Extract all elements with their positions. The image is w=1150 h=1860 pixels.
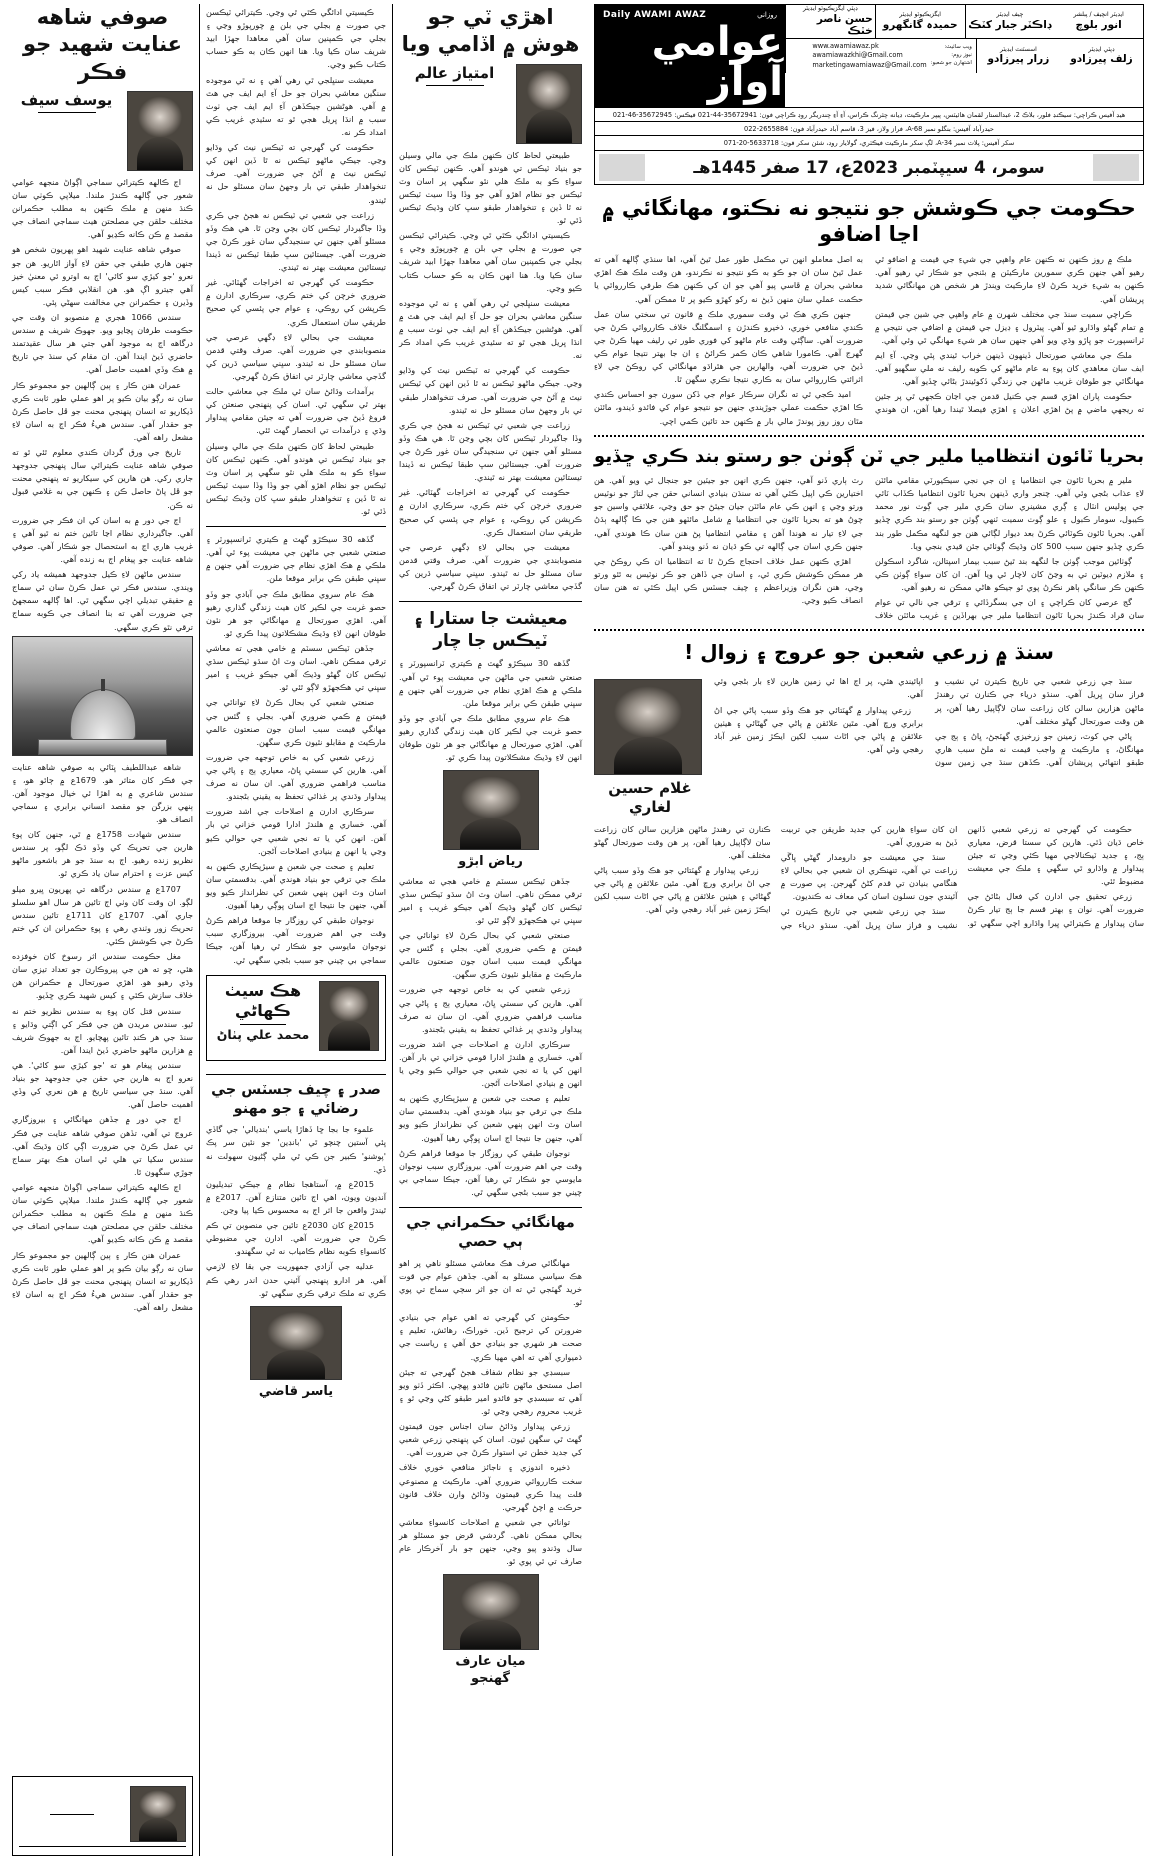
dome-base-shape bbox=[38, 739, 167, 755]
feature-a-body-top bbox=[12, 176, 193, 636]
paragraph: سرڪاري ادارن ۾ اصلاحات جي اشد ضرورت آهي. خساري ۾ هلندڙ ادارا قومي خزاني تي بار آهن. انهن کي يا ته نجي شعبي جي حوالي ڪيو وڃي يا انهن ۾ بنيادي اصلاحات آڻجن. bbox=[206, 806, 386, 856]
article-3-top bbox=[594, 675, 1144, 817]
paragraph: معيشت جي بحالي لاءِ ڊگهي عرصي جي منصوبابندي جي ضرورت آهي. صرف وقتي قدمن سان مسئلو حل نه ٿيندو. سڀني سياسي ڌرين کي گڏجي معاشي چارٽر تي اتفاق ڪرڻ گهرجي. bbox=[399, 541, 582, 592]
paragraph: ملير ۾ بحريا ٽائون جي انتظاميا ۽ ان جي نجي سيڪيورٽي مقامي مائٽن لاءِ عذاب بڻجي وئي آهي. چنجر واري ڏينهن بحريا ٽائون انتظاميا ڪڏاب ٽائي جي پوليس انٽال ۽ ڳري مشينري سان ڪري ملير جي ڳوٺ نور محمد ڪيبول، سومار ڪبول ۽ علو ڳوٺ سميت ٽنهي ڳوٺن جو رستو بند ڪري ڇڏيو آهي. بحريا ٽائون ڪوٽائي ڪرڻ بعد ديوار لڳائي هنن جو لنگهه مڪمل طور بند ڪري ڇڏيو جنهن سبب 500 کان وڌيڪ ڳوٺائي جئن قيدي بنجي ويا. bbox=[875, 475, 1144, 551]
boxed-header bbox=[213, 981, 379, 1051]
staff-cell bbox=[965, 5, 1055, 38]
paragraph: تعليم ۽ صحت جي شعبن ۾ سيڙپڪاري ڪنهن به ملڪ جي ترقي جو بنياد هوندي آهي. بدقسمتي سان اسان وٽ انهن ٻنهي شعبن کي نظرانداز ڪيو ويو آهي، جنهن جا نتيجا اڄ اسان ڀوڳي رهيا آهيون. bbox=[399, 1093, 582, 1143]
dateline-text: سومر، 4 سيپٽمبر 2023ع، 17 صفر 1445هـ bbox=[693, 157, 1045, 177]
staff-cell bbox=[785, 5, 875, 38]
paragraph: زرعي شعبي کي به خاص توجهه جي ضرورت آهي. هارين کي سستي ڀاڻ، معياري ٻج ۽ پاڻي جي مناسب فراهمي ضروري آهي. ان سان نه صرف پيداوار وڌندي پر غذائي تحفظ به يقيني بڻجندو. bbox=[206, 751, 386, 802]
news-article-1 bbox=[594, 192, 1144, 428]
paragraph: جڏهن ٽيڪس سسٽم ۾ خامي هجي ته معاشي ترقي ممڪن ناهي. اسان وٽ اڻ سڌو ٽيڪس سڌي ٽيڪس کان گهڻو وڌيڪ آهي جيڪو غريب ۽ امير سڀني تي هڪجهڙو لاڳو ٿئي ٿو. bbox=[206, 643, 386, 693]
paragraph: زرعي پيداوار ۾ گهٽتائي جو هڪ وڏو سبب پاڻي جي اڻ برابري ورڇ آهي. مٿين علائقن ۾ پاڻي جي گهڻائي ۽ هيٺين علائقن ۾ پاڻي جي اڻاٺ سبب لکين ايڪڙ زمين غير آباد رهجي وئي آهي. bbox=[714, 704, 923, 754]
contact-label-website: ويب سائيٽ: bbox=[944, 44, 972, 51]
contact-email-ads[interactable]: marketingawamiawaz@Gmail.com bbox=[812, 60, 927, 69]
contact-values bbox=[812, 42, 926, 71]
author-photo bbox=[443, 1574, 539, 1650]
paragraph: عدليه جي آزادي جمهوريت جي بقا لاءِ لازمي آهي. هر ادارو پنهنجي آئيني حدن اندر رهي ڪم ڪري ته ملڪ ترقي ڪري سگهي ٿو. bbox=[206, 1261, 386, 1298]
staff-name: حميدہ گانگهرو bbox=[882, 18, 958, 31]
paragraph: صنعتي شعبي کي بحال ڪرڻ لاءِ توانائي جي قيمتن ۾ ڪمي ضروري آهي. بجلي ۽ گئس جي مهانگي قيمت سبب اسان جون صنعتون عالمي مارڪيٽ ۾ مقابلو نٿيون ڪري سگهن. bbox=[399, 929, 582, 980]
author-name: غلام حسين لغاري bbox=[608, 779, 692, 817]
paragraph: 2015ع ۾، آستاهجا نظام ۾ جيڪي تبديليون آنديون ويون، اهي اڄ تائين متنازع آهن. 2017ع ۾ ٿيندڙ واقعن جا اثر اڄ به محسوس ڪيا پيا وڃن. bbox=[206, 1178, 386, 1215]
paragraph: سرڪاري ادارن ۾ اصلاحات جي اشد ضرورت آهي. خساري ۾ هلندڙ ادارا قومي خزاني تي بار آهن. انهن کي يا ته نجي شعبي جي حوالي ڪيو وڃي يا انهن ۾ بنيادي اصلاحات آڻجن. bbox=[399, 1038, 582, 1089]
feature-c-body-bottom bbox=[399, 875, 582, 1202]
feature-column-a bbox=[392, 4, 588, 1856]
boxed-headline[interactable]: هڪ سيٺ ڪهاڻي bbox=[224, 980, 302, 1021]
paragraph: سندس شهادت 1758ع ۾ ٿي، جنهن کان پوءِ هارين جي تحريڪ کي وڏو ڌڪ لڳو، پر سندس نظريو زنده رهيو. اڄ به سنڌ جو هر باشعور ماڻهو کيس عزت ۽ احترام سان ياد ڪري ٿو. bbox=[12, 829, 193, 879]
paragraph: برآمدات وڌائڻ سان ئي ملڪ جي معاشي حالت بهتر ٿي سگهي ٿي. اسان کي پنهنجي صنعتن کي فروغ ڏيڻ جي ضرورت آهي ته جيئن مقامي پيداوار وڌي ۽ درآمدات تي انحصار گهٽ ٿئي. bbox=[206, 386, 386, 436]
feature-sadar-body bbox=[206, 1066, 386, 1068]
author-block-3 bbox=[594, 679, 706, 817]
paragraph: زرعي پيداوار وڌائڻ سان اجناس جون قيمتون گهٽ ٿي سگهن ٿيون. اسان کي پنهنجي زرعي شعبي کي جديد خطن تي استوار ڪرڻ جي ضرورت آهي. bbox=[399, 1421, 582, 1458]
author-name: امتياز عالم bbox=[414, 63, 495, 82]
paragraph: زراعت جي شعبي تي ٽيڪس نه هجڻ جي ڪري وڏا جاگيردار ٽيڪس کان بچي وڃن ٿا. هي هڪ وڏو مسئلو آهي جنهن تي سنجيدگي سان غور ڪرڻ جي ضرورت آهي. جيستائين سڀ طبقا ٽيڪس نه ڏيندا تيستائين معيشت بهتر نه ٿيندي. bbox=[206, 209, 386, 273]
feature-headline-d[interactable]: مهانگائي حڪمراني جي ٻي حصي bbox=[406, 1215, 575, 1250]
staff-role: ايگزيڪيوٽو ايڊيٽر bbox=[899, 11, 941, 19]
paragraph: تاريخ جي ورق گردان ڪندي معلوم ٿئي ٿو ته صوفي شاهه عنايت ڪيترائي سال پنهنجي جدوجهد جاري رکي. هن هارين کي سيکاريو ته پنهنجي محنت جو ڦل پاڻ حاصل ڪن ۽ ڪنهن جي به غلامي قبول نه ڪن. bbox=[12, 447, 193, 510]
feature-headline-e[interactable]: صدر ۽ چيف جسٽس جي رضائي ۽ جو مهنو bbox=[211, 1081, 381, 1117]
boxed-quote bbox=[19, 1846, 186, 1850]
news-body-1 bbox=[594, 253, 1144, 427]
paragraph: اڄ جي دور ۾ جڏهن مهانگائي ۽ بيروزگاري عروج تي آهي، تڏهن صوفي شاهه عنايت جي فڪر تي عمل ڪرڻ جي ضرورت اڳي کان وڌيڪ آهي. سندس سکيا تي هلي ئي اسان هڪ بهتر سماج جوڙي سگهون ٿا. bbox=[12, 1114, 193, 1177]
staff-grid bbox=[785, 5, 1143, 107]
feature-b-author-row bbox=[399, 64, 582, 144]
staff-name: زرار پيرزادو bbox=[987, 53, 1050, 66]
news-article-2 bbox=[594, 443, 1144, 623]
contact-email-newsroom[interactable]: awamiawazkhi@Gmail.com bbox=[812, 51, 903, 60]
author-name: محمد علي پٺاڻ bbox=[216, 1027, 310, 1043]
dome-shape bbox=[70, 689, 136, 741]
news-body-2 bbox=[594, 474, 1144, 622]
paragraph: حڪومت کي گهرجي ته ٽيڪس نيٽ کي وڌايو وڃي. جيڪي ماڻهو ٽيڪس نه ٿا ڏين انهن کي ٽيڪس نيٽ ۾ آڻڻ جي ضرورت آهي. صرف تنخواهدار طبقي تي بار وجهڻ سان مسئلو حل نه ٿيندو. bbox=[206, 142, 386, 205]
news-article-3 bbox=[594, 637, 1144, 1856]
staff-row-bottom bbox=[785, 39, 1143, 73]
paragraph: اڄ جي دور ۾ به اسان کي ان فڪر جي ضرورت آهي. جاگيرداري نظام اڃا تائين ختم نه ٿيو آهي ۽ غريب هاري اڄ به استحصال جو شڪار آهي. صوفي شاهه عنايت جو پيغام اڄ به زنده آهي. bbox=[12, 514, 193, 564]
paragraph: ملڪ ۾ روز ڪنهن نه ڪنهن عام واهپي جي شيءِ جي قيمت ۾ اضافو ٿي رهيو آهي جنهن ڪري سمورين مارڪيٽن ۾ بئنجي جو شڪار ٿي رهيو آهي. ڪنهن به شيءِ خريد ڪرڻ لاءِ مارڪيٽ ويندڙ هر شخص هن مهانگائي شديد پريشان آهي. bbox=[875, 254, 1144, 304]
paragraph: سندس 1066 هجري ۾ منصوبو ان وقت جي حڪومت طرفان ڀڃايو ويو. جهوڪ شريف ۾ سندس درگاهه اڄ به موجود آهي جتي هر سال عقيدتمند حاضري ڏيڻ ايندا آهن. ان مقام کي سنڌ جي تاريخ ۾ هڪ وڏي اهميت حاصل آهي. bbox=[12, 311, 193, 375]
paragraph: زرعي شعبي کي به خاص توجهه جي ضرورت آهي. هارين کي سستي ڀاڻ، معياري ٻج ۽ پاڻي جي مناسب فراهمي ضروري آهي. ان سان نه صرف پيداوار وڌندي پر غذائي تحفظ به يقيني بڻجندو. bbox=[399, 984, 582, 1034]
staff-role: ايڊيٽر انچيف / پبلشر bbox=[1073, 11, 1124, 19]
paragraph: سنڌ جي معيشت جو دارومدار گهڻي ڀاڱي زراعت تي آهي، تنهنڪري ان شعبي جي بحالي لاءِ هنگامي بنيادن تي قدم کڻڻ گهرجن. ٻي صورت ۾ آئيندي جون نسلون اسان کي معاف نه ڪنديون. bbox=[780, 852, 958, 902]
author-photo bbox=[594, 679, 702, 775]
paragraph: سندس ماڻهن لاءِ ڪيل جدوجهد هميشه ياد رکي ويندي. سندس فڪر تي عمل ڪرڻ سان ئي سماج ۾ حقيقي تبديلي اچي سگهي ٿي. اها ڳالهه سمجهڻ جي ضرورت آهي ته بنا انصاف جي ڪوبه سماج ترقي نٿو ڪري سگهي. bbox=[12, 569, 193, 632]
paragraph: ڳوٺائين موجب ڳوٺن جا لنگهه بند ٿيڻ سبب بيمار اسپتالن، شاگرد اسڪولن ۽ ملازم ڊيوٽين تي به وڃڻ کان لاچار ٿي ويا آهن. ان کان سواءِ ڳوٺن ڪي ڪنهن ڪر سانگي ٻاهر نڪرڻ پوي ٿو جيڪو هاڻي ممڪن نه رهيو آهي. bbox=[875, 555, 1144, 592]
feature-c-author-block bbox=[443, 770, 539, 870]
paragraph: حڪومت کي گهرجي ته اخراجات گهٽائي. غير ضروري خرچن کي ختم ڪري، سرڪاري ادارن ۾ ڪرپشن کي روڪي، ۽ عوام جي پئسي کي صحيح طريقي سان استعمال ڪري. bbox=[399, 487, 582, 537]
paragraph: هڪ عام سروي مطابق ملڪ جي آبادي جو وڏو حصو غربت جي لڪير کان هيٺ زندگي گذاري رهيو آهي. اهڙي صورتحال ۾ مهانگائي جو هر نئون طوفان انهن لاءِ وڌيڪ مشڪلاتون پيدا ڪري ٿو. bbox=[399, 712, 582, 763]
paragraph: سندس پيغام هو ته 'جو کيڙي سو کائي'. هي نعرو اڄ به هارين جي حقن جي جدوجهد جو بنياد آهي. سنڌ جي سياسي تاريخ ۾ هن نعري کي وڏي اهميت حاصل آهي. bbox=[12, 1060, 193, 1110]
staff-cell bbox=[1054, 5, 1143, 38]
feature-b-continued bbox=[206, 6, 386, 520]
column-spacer bbox=[12, 1316, 193, 1770]
author-photo bbox=[443, 770, 539, 850]
news-headline-2[interactable]: بحريا ٽائون انتظاميا ملير جي ٽن ڳوٺن جو رستو بند ڪري ڇڏيو bbox=[594, 445, 1144, 467]
feature-headline-c[interactable]: معيشت جا ستارا ۽ ٽيڪس جا چار bbox=[413, 609, 568, 652]
paragraph: ذخيره اندوزي ۽ ناجائز منافعي خوري خلاف سخت ڪارروائي ضروري آهي. مارڪيٽ ۾ مصنوعي قلت پيدا ڪري قيمتون وڌائڻ وارن خلاف قانون حرڪت ۾ اچڻ گهرجي. bbox=[399, 1462, 582, 1512]
author-photo bbox=[516, 64, 582, 144]
paragraph: اهڙي ڪنهن عمل خلاف احتجاج ڪرڻ ٿا ته انتظاميا ان ڪي روڪڻ جي هر ممڪن ڪوشش ڪري ٿي، ۽ اسان جي ڏاهن جو ڪر نوٽيس به ٿئو ورتو وڃي، هنن نگران وزيراعظم ۽ چيف جسٽس ڪي اپيل ڪئي ته هنن سان انصاف ڪيو وڃي. bbox=[594, 555, 863, 606]
paragraph: عمران هنن ڪار ۽ ٻين ڳالهين جو مجموعو ڪار سان نه رڳو بيان ڪيو پر اهو عملي طور ثابت ڪري ڏيکاريو ته انسان پنهنجي محنت جو ڦل حاصل ڪرڻ جو حقدار آهي. سندس هيءُ فڪر اڄ به اسان لاءِ مشعل راهه آهي. bbox=[12, 1249, 193, 1312]
contact-label-ads: اشتهارن جو شعبو: bbox=[930, 59, 972, 66]
news-body-3-bottom bbox=[594, 823, 1144, 1856]
staff-cell bbox=[976, 39, 1060, 73]
author-rule bbox=[50, 1814, 94, 1815]
logo-english-name: Daily AWAMI AWAZ bbox=[603, 10, 707, 20]
address-hyderabad: حيدرآباد آفيس: بنگلو نمبر A-68، فراز ولاز، فيز 3، قاسم آباد حيدرآباد فون: 2655884-022 bbox=[595, 122, 1143, 136]
paragraph: نوجوان طبقي کي روزگار جا موقعا فراهم ڪرڻ وقت جي اهم ضرورت آهي. بيروزگاري سبب نوجوان مايوسي جو شڪار ٿي رهيا آهن، جيڪا سماجي بي چيني جو سبب بڻجي سگهي ٿي. bbox=[399, 1147, 582, 1198]
feature-c-continued bbox=[206, 533, 386, 969]
author-name: ياسر قاضي bbox=[258, 1383, 334, 1399]
paragraph: طبيعتي لحاظ کان ڪنهن ملڪ جي مالي وسيلن جو بنياد ٽيڪس تي هوندو آهي. ڪنهن ٽيڪس کان سواءِ ڪو به ملڪ هلي نٿو سگهي پر اسان وٽ ٽيڪس جو نظام اهڙو آهي جو وڏا وڏا سيٺ ٽيڪس نه ٿا ڏين ۽ تنخواهدار طبقو سڀ کان وڌيڪ ٽيڪس ڏئي ٿو. bbox=[206, 440, 386, 517]
paragraph: صوفي شاهه عنايت شهيد اهو پهريون شخص هو جنهن هاري طبقي جي حقن لاءِ آواز اٿاريو. هن جو نعرو 'جو کيڙي سو کائي' اڄ به اوترو ئي معنيٰ خيز آهي جيترو اڳ هو. هن انقلابي فڪر سبب کيس وڏيرن ۽ حڪمرانن جي مخالفت سهڻي پئي. bbox=[12, 244, 193, 307]
paragraph: تعليم ۽ صحت جي شعبن ۾ سيڙپڪاري ڪنهن به ملڪ جي ترقي جو بنياد هوندي آهي. بدقسمتي سان اسان وٽ انهن ٻنهي شعبن کي نظرانداز ڪيو ويو آهي، جنهن جا نتيجا اڄ اسان ڀوڳي رهيا آهيون. bbox=[206, 860, 386, 911]
paragraph: شاهه عبداللطيف ڀٽائي به صوفي شاهه عنايت جي فڪر کان متاثر هو. 1679ع ۾ ڄائو هو، ۽ سندس شاعري ۾ به اهڙا ئي خيال موجود آهن. ٻنهي بزرگن جو مقصد انساني برابري ۽ سماجي انصاف هو. bbox=[12, 761, 193, 825]
shrine-photo bbox=[12, 636, 193, 756]
paragraph: حڪومت پاران اهڙي قسم جي ڪنيل قدمن جي اڃان ڪجهي ٿي پر جئين ته ريجهي ماضي ۾ پڻ اهڙي اعلان ۽ اهڙي فيصلا ٿيندا رهيا آهن، ان هوندي به اصل معاملو انهن تي مڪمل طور عمل ٿيڻ آهي، اها سنڌي ڳالهه آهي ته عمل ٿيڻ سان ان جو ڪو به ڪو نتيجو نه نڪرندو، هن وقت ملڪ هڪ اهڙي معاشي بحران ۾ ڦاسي پيو آهي جو ان کي ڪنهن هڪ طرفي ڪارروائي يا حڪمت عملي سان منهن ڏيڻ نه رکو کهڙو ڪيو پر ٿا ممڪن آهي. bbox=[594, 254, 1144, 415]
dateline-shade-left bbox=[599, 154, 645, 181]
author-rule bbox=[240, 1024, 286, 1025]
author-name: ميان عارف گهنجو bbox=[455, 1654, 526, 1686]
paragraph: معيشت سنڀلجي ٿي رهي آهي ۽ نه ٿي موجوده سنگين معاشي بحران جو حل آءِ ايم ايف جي هٿ ۾ آهي. هوڻشين جيڪڏهن آءِ ايم ايف جي ٺوٺ سبب ۾ انڌا ڀريل هجي ٿو ته سئيدي غريب ڪي امداد ڪر نه. bbox=[399, 297, 582, 361]
feature-d-author-block bbox=[443, 1574, 539, 1687]
author-name: رياض ابڙو bbox=[458, 854, 523, 870]
author-photo bbox=[130, 1786, 186, 1842]
paragraph: 1707ع ۾ سندس درگاهه تي پهريون ڀيرو ميلو لڳو. ان وقت کان وٺي اڄ تائين هر سال اهو سلسلو جاري آهي. 1707ع کان 1711ع تائين سندس تحريڪ زور وٺندي رهي ۽ پوءِ حڪمرانن ان کي ختم ڪرڻ جي ڪوشش ڪئي. bbox=[12, 883, 193, 947]
office-addresses bbox=[594, 108, 1144, 151]
paragraph: توانائي جي شعبي ۾ اصلاحات کانسواءِ معاشي بحالي ممڪن ناهي. گردشي قرض جو مسئلو هر سال وڌندو پيو وڃي، جنهن جو بار آخرڪار عام صارف تي ئي پوي ٿو. bbox=[399, 1516, 582, 1567]
paragraph: ڪيسيتي ادائگي ڪٿي ٿي وڃي. ڪيترائي ٽيڪسن جي صورت ۾ بجلي جي بلن ۾ چورپوڙو وڃي ۽ بجلي جي ڪمپنين سان آهي معاهدا جهڙا ابيد شريف سان ڪيا ويا. هنا انهن ڪان به ڪو حساب ڪتاب ڪيو وڃي. bbox=[206, 7, 386, 70]
paragraph: حڪومت کي گهرجي ته زرعي شعبي ڏانهن خاص ڌيان ڏئي. هارين کي سستا قرض، معياري ٻج، ۽ جديد ٽيڪنالاجي مهيا ڪئي وڃي ته جيئن پيداوار ۾ واڌارو ٿي سگهي ۽ ملڪ جي معيشت مضبوط ٿئي. bbox=[967, 823, 1144, 887]
paragraph: سنڌ جي زرعي شعبي جي تاريخ ڪيترن ئي نشيب و فراز سان ڀريل آهي. سنڌو درياء جي ڪنارن تي رهندڙ ماڻهن هزارين سالن کان زراعت سان لاڳاپيل رهيا آهن، پر هن وقت صورتحال گهڻو مختلف آهي. bbox=[935, 676, 1144, 726]
paragraph: گڏهه 30 سيڪڙو گهٽ ۾ ڪيتري ٽرانسپورٽر ۽ صنعتي شعبي جي ماڻهن جي معيشت پوء ٿي آهي. ملڪي ۾ هڪ اهڙي نظام جي ضرورت آهي جنهن ۾ سڀني طبقن ڪي برابر موقعا ملن. bbox=[399, 658, 582, 708]
staff-role: ڊپٽي ايگزيڪيوٽو ايڊيٽر bbox=[803, 5, 858, 13]
divider-dotted bbox=[594, 629, 1144, 631]
paragraph: حڪومت کي گهرجي ته ٽيڪس نيٽ کي وڌايو وڃي. جيڪي ماڻهو ٽيڪس نه ٿا ڏين انهن کي ٽيڪس نيٽ ۾ آڻڻ جي ضرورت آهي. صرف تنخواهدار طبقي تي بار وجهڻ سان مسئلو حل نه ٿيندو. bbox=[399, 365, 582, 415]
masthead bbox=[594, 4, 1144, 108]
staff-name: حسن ناصر خٽڪ bbox=[816, 12, 873, 37]
logo-sindhi-name: عوامي آواز bbox=[651, 19, 783, 105]
paragraph: 2015ع کان 2030ع تائين جي منصوبن تي ڪم ڪرڻ جي ضرورت آهي. ادارن جي مضبوطي کانسواءِ ڪوبه نظام ڪامياب نه ٿي سگهندو. bbox=[206, 1220, 386, 1257]
boxed-article-kahani bbox=[12, 1776, 193, 1856]
news-body-3-top bbox=[714, 675, 1144, 769]
feature-e-author-block bbox=[250, 1306, 342, 1400]
news-headline-3[interactable]: سنڌ ۾ زرعي شعبن جو عروج ۽ زوال ! bbox=[684, 640, 1054, 665]
author-photo bbox=[250, 1306, 342, 1380]
divider-solid bbox=[399, 601, 582, 602]
divider-solid bbox=[399, 1207, 582, 1208]
paragraph: زرعي تحقيق جي ادارن کي فعال بڻائڻ جي ضرورت آهي. نوان ۽ بهتر قسم جا ٻج تيار ڪرڻ سان پيداوار ۾ ڪيترائي ڀيرا واڌارو اچي سگهي ٿو. ان کان سواءِ هارين کي جديد طريقن جي تربيت ڏيڻ به ضروري آهي. bbox=[780, 823, 1144, 928]
contact-website[interactable]: www.awamiawaz.pk bbox=[812, 41, 879, 50]
paragraph: سبسڊي جو نظام شفاف هجڻ گهرجي ته جيئن اصل مستحق ماڻهن تائين فائدو پهچي. اڪثر ڏٺو ويو آهي ته سبسڊي جو فائدو امير طبقو کڻي وڃي ٿو ۽ غريب محروم رهجي وڃي ٿو. bbox=[399, 1366, 582, 1417]
paragraph: پاڻي جي کوٽ، زمينن جو زرخيزي گهٽجڻ، ڀاڻ ۽ ٻج جي مهانگاڻ، ۽ مارڪيٽ ۾ واجب قيمت نه ملڻ سبب هاري طبقو انتهائي پريشان آهي. ڪڏهن سنڌ جي زمين سون اپائيندي هئي، پر اڄ اها ئي زمين هارين لاءِ بار بڻجي وئي آهي. bbox=[714, 676, 1144, 767]
staff-cell bbox=[875, 5, 965, 38]
author-rule bbox=[426, 85, 484, 86]
dateline-shade-right bbox=[1093, 154, 1139, 181]
paragraph: اميد ڪجي ٿي ته نگران سرڪار عوام جي ڏکن سورن جو احساس ڪندي ڪا اهڙي حڪمت عملي جوڙيندي جنهن جو نتيجو عوام کي فائدو ڏيندو، مائٽن مٿان روز روز پوندڙ مالي بار ۾ ڪنهن حد تائين ڪمي اچي. bbox=[594, 389, 863, 426]
contact-labels bbox=[931, 44, 972, 67]
staff-name: زلف پيرزادو bbox=[1070, 53, 1133, 66]
boxed-article-sadar bbox=[206, 975, 386, 1061]
logo-mark-label: روزاني bbox=[757, 11, 777, 19]
divider-dotted bbox=[594, 435, 1144, 437]
boxed-kahani-header bbox=[19, 1786, 186, 1842]
paragraph: گج عرصي کان ڪراچي ۽ ان جي بسگرڏائي ۽ ترقي جي نالي تي عوام سان قراد ڪندڙ بحريا ٽائون انتظاميا ملير جي بهراڏين ۽ غريب مائٽن خلاف رٽ ٻاري ڏنو آهي، جنهن ڪري انهن جو جيٽين جو جنجال ٿي ويو آهي. هن اختيارين ڪي اپيل ڪئي آهي ته سنڌن بنيادي انساني حقن جي لتاڙ جو نوٽيس ورتو وڃي ۽ انهن ڪي عام مائٽن جيان جيئڻ جو حق وڃي، علائقي واسين جو چوڻ هو ته بحريا ٽائون جي انتظاميا ۾ شامل مائٽهو هنن جي ڪا ڳالهه ٻڌڻ جي لاءِ تيار نه هوندا آهن ۽ مقامي انتظاميا پڻ هنن سان ڪا هوندي آهي، جنهن ڪري اسان جي ڳالهه تي ڪو ڌيان نه ڏنو ويندو آهي. bbox=[594, 475, 1144, 621]
staff-row-top bbox=[785, 5, 1143, 39]
paragraph: مغل حڪومت سندس اثر رسوخ کان خوفزده هئي، ڇو ته هن جي پيروڪارن جو تعداد تيزي سان وڌي رهيو هو. اهڙي صورتحال ۾ حڪمرانن هن خلاف سازش ڪئي ۽ کيس شهيد ڪري ڇڏيو. bbox=[12, 951, 193, 1001]
feature-e-body bbox=[206, 1123, 386, 1301]
paragraph: گڏهه 30 سيڪڙو گهٽ ۾ ڪيتري ٽرانسپورٽر ۽ صنعتي شعبي جي ماڻهن جي معيشت پوء ٿي آهي. ملڪي ۾ هڪ اهڙي نظام جي ضرورت آهي جنهن ۾ سڀني طبقن ڪي برابر موقعا ملن. bbox=[206, 534, 386, 584]
staff-role: ڊپٽي ايڊيٽر bbox=[1088, 45, 1115, 53]
dateline-bar bbox=[594, 151, 1144, 185]
feature-d-body bbox=[399, 1257, 582, 1571]
feature-column-c bbox=[6, 4, 199, 1856]
feature-a-author-row bbox=[12, 91, 193, 171]
staff-cell bbox=[1060, 39, 1143, 73]
newspaper-logo bbox=[595, 5, 785, 107]
paragraph: ڪيسيتي ادائگي ڪٿي ٿي وڃي. ڪيترائي ٽيڪسن جي صورت ۾ بجلي جي بلن ۾ چورپوڙو وڃي ۽ بجلي جي ڪمپنين سان آهي معاهدا جهڙا ابيد شريف سان ڪيا ويا. هنا انهن ڪان به ڪو حساب ڪتاب ڪيو وڃي. bbox=[399, 230, 582, 293]
paragraph: اڄ ڪالهه ڪيترائي سماجي اڳواڻ منجهه عوامي شعور جي ڳالهه ڪندڙ ملندا. ميلاپي ڪوٺي سان ڪنڌ منهن ۾ ملڪ ڪنهن به مطلب حڪمرانن مختلف حلقن جي مصلحتن هيٺ سماجي انصاف جي مقصد ۾ ڪن ڪانه ڪڍيو آهي. bbox=[12, 1182, 193, 1245]
paragraph: صنعتي شعبي کي بحال ڪرڻ لاءِ توانائي جي قيمتن ۾ ڪمي ضروري آهي. بجلي ۽ گئس جي مهانگي قيمت سبب اسان جون صنعتون عالمي مارڪيٽ ۾ مقابلو نٿيون ڪري سگهن. bbox=[206, 697, 386, 747]
paragraph: حڪومت کي گهرجي ته اخراجات گهٽائي. غير ضروري خرچن کي ختم ڪري، سرڪاري ادارن ۾ ڪرپشن کي روڪي، ۽ عوام جي پئسي کي صحيح طريقي سان استعمال ڪري. bbox=[206, 277, 386, 327]
feature-column-b bbox=[199, 4, 392, 1856]
contact-block bbox=[785, 39, 976, 73]
staff-name: انور بلوچ bbox=[1075, 18, 1122, 31]
feature-b-body-top bbox=[399, 149, 582, 596]
paragraph: جڏهن ٽيڪس سسٽم ۾ خامي هجي ته معاشي ترقي ممڪن ناهي. اسان وٽ اڻ سڌو ٽيڪس سڌي ٽيڪس کان گهڻو وڌيڪ آهي جيڪو غريب ۽ امير سڀني تي هڪجهڙو لاڳو ٿئي ٿو. bbox=[399, 875, 582, 925]
paragraph: علموء جا بجا ڇا ڏهاڙا ياسي 'بنديالي' جي گاڏي ڀئي آستين چنچو ٿي 'بانڊين' جو نئين سر پڪ 'پوشنو' ڪبير جن ڪي ٿي ملي ڳڻيون سهولت نه ڏي. bbox=[206, 1124, 386, 1174]
staff-role: چيف ايڊيٽر bbox=[996, 11, 1024, 19]
feature-c-body-top bbox=[399, 657, 582, 766]
paragraph: زراعت جي شعبي تي ٽيڪس نه هجڻ جي ڪري وڏا جاگيردار ٽيڪس کان بچي وڃن ٿا. هي هڪ وڏو مسئلو آهي جنهن تي سنجيدگي سان غور ڪرڻ جي ضرورت آهي. جيستائين سڀ طبقا ٽيڪس نه ڏيندا تيستائين معيشت بهتر نه ٿيندي. bbox=[399, 419, 582, 483]
author-rule bbox=[38, 112, 96, 113]
feature-headline-b[interactable]: اهڙي ٽي جو هوش ۾ اڏامي ويا bbox=[401, 5, 580, 57]
paragraph: زرعي پيداوار ۾ گهٽتائي جو هڪ وڏو سبب پاڻي جي اڻ برابري ورڇ آهي. مٿين علائقن ۾ پاڻي جي گهڻائي ۽ هيٺين علائقن ۾ پاڻي جي اڻاٺ سبب لکين ايڪڙ زمين غير آباد رهجي وئي آهي. bbox=[594, 865, 771, 915]
paragraph: عمران هنن ڪار ۽ ٻين ڳالهين جو مجموعو ڪار سان نه رڳو بيان ڪيو پر اهو عملي طور ثابت ڪري ڏيکاريو ته انسان پنهنجي محنت جو ڦل حاصل ڪرڻ جو حقدار آهي. سندس هيءُ فڪر اڄ به اسان لاءِ مشعل راهه آهي. bbox=[12, 379, 193, 442]
paragraph: معيشت جي بحالي لاءِ ڊگهي عرصي جي منصوبابندي جي ضرورت آهي. صرف وقتي قدمن سان مسئلو حل نه ٿيندو. سڀني سياسي ڌرين کي گڏجي معاشي چارٽر تي اتفاق ڪرڻ گهرجي. bbox=[206, 331, 386, 381]
address-karachi: هيڊ آفيس ڪراچي: سيڪنڊ فلور، بلاڪ 2، عبدالستار لقمان هائيٽس، پيپر مارڪيٽ، ڊيانه چئرنگ ڪراس، آءِ آءِ چندريگر روڊ ڪراچي فون: 35672941-44-021 فيڪس: 35672945-46-021 bbox=[595, 108, 1143, 122]
paragraph: سنڌ جي زرعي شعبي جي تاريخ ڪيترن ئي نشيب و فراز سان ڀريل آهي. سنڌو درياء جي ڪنارن تي رهندڙ ماڻهن هزارين سالن کان زراعت سان لاڳاپيل رهيا آهن، پر هن وقت صورتحال گهڻو مختلف آهي. bbox=[594, 823, 958, 930]
paragraph: معيشت سنڀلجي ٿي رهي آهي ۽ نه ٿي موجوده سنگين معاشي بحران جو حل آءِ ايم ايف جي هٿ ۾ آهي. هوڻشين جيڪڏهن آءِ ايم ايف جي ٺوٺ سبب ۾ انڌا ڀريل هجي ٿو ته سئيدي غريب ڪي امداد ڪر نه. bbox=[206, 74, 386, 137]
news-section bbox=[588, 4, 1144, 1856]
news-headline-1[interactable]: حڪومت جي ڪوشش جو نتيجو نه نڪتو، مهانگائي ۾ اڃا اضافو bbox=[602, 195, 1136, 246]
paragraph: هڪ عام سروي مطابق ملڪ جي آبادي جو وڏو حصو غربت جي لڪير کان هيٺ زندگي گذاري رهيو آهي. اهڙي صورتحال ۾ مهانگائي جو هر نئون طوفان انهن لاءِ وڌيڪ مشڪلاتون پيدا ڪري ٿو. bbox=[206, 588, 386, 638]
paragraph: نوجوان طبقي کي روزگار جا موقعا فراهم ڪرڻ وقت جي اهم ضرورت آهي. بيروزگاري سبب نوجوان مايوسي جو شڪار ٿي رهيا آهن، جيڪا سماجي بي چيني جو سبب بڻجي سگهي ٿي. bbox=[206, 915, 386, 965]
author-photo bbox=[319, 981, 379, 1051]
author-photo bbox=[127, 91, 193, 171]
paragraph: ڪراچي سميت سنڌ جي مختلف شهرن ۾ عام واهپي جي شين جي قيمتن ۾ تمام گهڻو واڌارو ٿيو آهي. پيٽرول ۽ ڊيزل جي قيمتن ۾ اضافي جي نتيجي ۾ ٽرانسپورٽ جو ڀاڙو وڌي ويو آهي جنهن سان هر شيءِ مهانگي ٿي وئي آهي. bbox=[875, 308, 1144, 345]
features-section bbox=[6, 4, 588, 1856]
divider-solid bbox=[206, 526, 386, 527]
paragraph: مهانگائي صرف هڪ معاشي مسئلو ناهي پر اهو هڪ سياسي مسئلو به آهي. جڏهن عوام جي قوت خريد گهٽجي ٿي ته ان جو اثر سڄي سماج تي پوي ٿو. bbox=[399, 1257, 582, 1308]
feature-a-body-bottom bbox=[12, 761, 193, 1316]
address-sukkur: سکر آفيس: پلاٽ نمبر A-34، لڳ سکر مارڪيٽ فيڪٽري، گولايار روڊ، شئن سکر فون: 5633718-20-071 bbox=[723, 138, 1015, 147]
paragraph: جنهن ڪري هڪ ئي وقت سموري ملڪ ۾ قانون تي سختي سان عمل ڪندي منافعي خوري، ذخيرو ڪندڙن ۽ اسمگلنگ خلاف ڪارروائي ڪرڻ جي ضرورت آهي. ساڳئي وقت عام ماڻهو کي فوري طور تي رليف مهيا ڪرڻ جي گهرج آهي. ڪامورا شاهي ڪان ڪمر ڪرائڻ ۽ ان جا بهتر نتيجا عوام ڪي ڏيڻ جي ضرورت آهي، والهارين جي هٿراڌو مهانگائي کي روڪڻ جي لاءِ اثرائتي ڪارروائي سان به ڪاري نتيجا نڪري سگهن ٿا. bbox=[594, 308, 863, 385]
paragraph: طبيعتي لحاظ کان ڪنهن ملڪ جي مالي وسيلن جو بنياد ٽيڪس تي هوندو آهي. ڪنهن ٽيڪس کان سواءِ ڪو به ملڪ هلي نٿو سگهي پر اسان وٽ ٽيڪس جو نظام اهڙو آهي جو وڏا وڏا سيٺ ٽيڪس نه ٿا ڏين ۽ تنخواهدار طبقو سڀ کان وڌيڪ ٽيڪس ڏئي ٿو. bbox=[399, 149, 582, 226]
contact-label-newsroom: نيوز روم: bbox=[951, 52, 972, 59]
paragraph: سندس قتل کان پوءِ به سندس نظريو ختم نه ٿيو. سندس مريدن هن جي فڪر کي اڳتي وڌايو ۽ سنڌ جي هر ڪنڊ تائين پهچايو. اڄ به جهوڪ شريف ۾ هزارين ماڻهو حاضري ڏيڻ ايندا آهن. bbox=[12, 1005, 193, 1055]
author-name: يوسف سيف bbox=[20, 90, 113, 109]
divider-solid bbox=[206, 1074, 386, 1075]
staff-role: اسسٽنٽ ايڊيٽر bbox=[1000, 45, 1037, 53]
paragraph: حڪومتن کي گهرجي ته اهي عوام جي بنيادي ضرورتن کي ترجيح ڏين. خوراڪ، رهائش، تعليم ۽ صحت هر شهري جو بنيادي حق آهي ۽ رياست جي ذميواري آهي ته اهي مهيا ڪري. bbox=[399, 1312, 582, 1362]
paragraph: ملڪ جي معاشي صورتحال ڏينهون ڏينهن خراب ٿيندي پئي وڃي. آءِ ايم ايف سان معاهدي کان پوءِ به عام ماڻهو کي ڪوبه رليف نه ملي سگهيو آهي. مهانگائي جو طوفان غريب ماڻهن جي زندگي ڏکوئيندڙ بڻائي ڇڏيو آهي. bbox=[875, 349, 1144, 387]
paragraph: اڄ ڪالهه ڪيترائي سماجي اڳواڻ منجهه عوامي شعور جي ڳالهه ڪندڙ ملندا. ميلاپي ڪوٺي سان ڪنڌ منهن ۾ ملڪ ڪنهن به مطلب حڪمرانن مختلف حلقن جي مصلحتن هيٺ سماجي انصاف جي مقصد ۾ ڪن ڪانه ڪڍيو آهي. bbox=[12, 176, 193, 240]
feature-headline-a[interactable]: صوفي شاهه عنايت شهيد جو فڪر bbox=[22, 5, 183, 84]
staff-name: ڊاڪٽر جبار کٽڪ bbox=[968, 18, 1052, 31]
